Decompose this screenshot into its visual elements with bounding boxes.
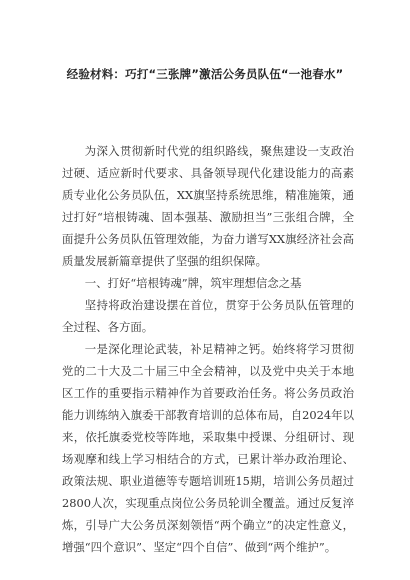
section-heading: 一、打好“培根铸魂”牌，筑牢理想信念之基 xyxy=(84,276,302,290)
document-body xyxy=(62,140,354,558)
section-paragraph: 坚持将政治建设摆在首位，贯穿于公务员队伍管理的全过程、各方面。 xyxy=(62,298,354,334)
document-title: 经验材料：巧打“三张牌”激活公务员队伍“一池春水” xyxy=(66,67,344,81)
point-paragraph: 一是深化理论武装，补足精神之钙。始终将学习贯彻党的二十大及二十届三中全会精神，以及党中央关于本地区工作的重要指示精神作为首要政治任务。将公务员政治能力训练纳入旗委干部教育培训的总体布局，自2024年以来，依托旗委党校等阵地，采取集中授课、分组研讨、现场观摩和线上学习相结合的方式，已累计举办政治理论、政策法规、职业道德等专题培训班15期，培训公务员超过2800人次，实现重点岗位公务员轮训全覆盖。通过反复淬炼，引导广大公务员深刻领悟“两个确立”的决定性意义，增强“四个意识”、坚定“四个自信”、做到“两个维护”。 xyxy=(62,342,354,554)
intro-paragraph: 为深入贯彻新时代党的组织路线，聚焦建设一支政治过硬、适应新时代要求、具备领导现代化建设能力的高素质专业化公务员队伍，XX旗坚持系统思维，精准施策，通过打好“培根铸魂、固本强基、激励担当”三张组合牌，全面提升公务员队伍管理效能，为奋力谱写XX旗经济社会高质量发展新篇章提供了坚强的组织保障。 xyxy=(62,144,354,268)
